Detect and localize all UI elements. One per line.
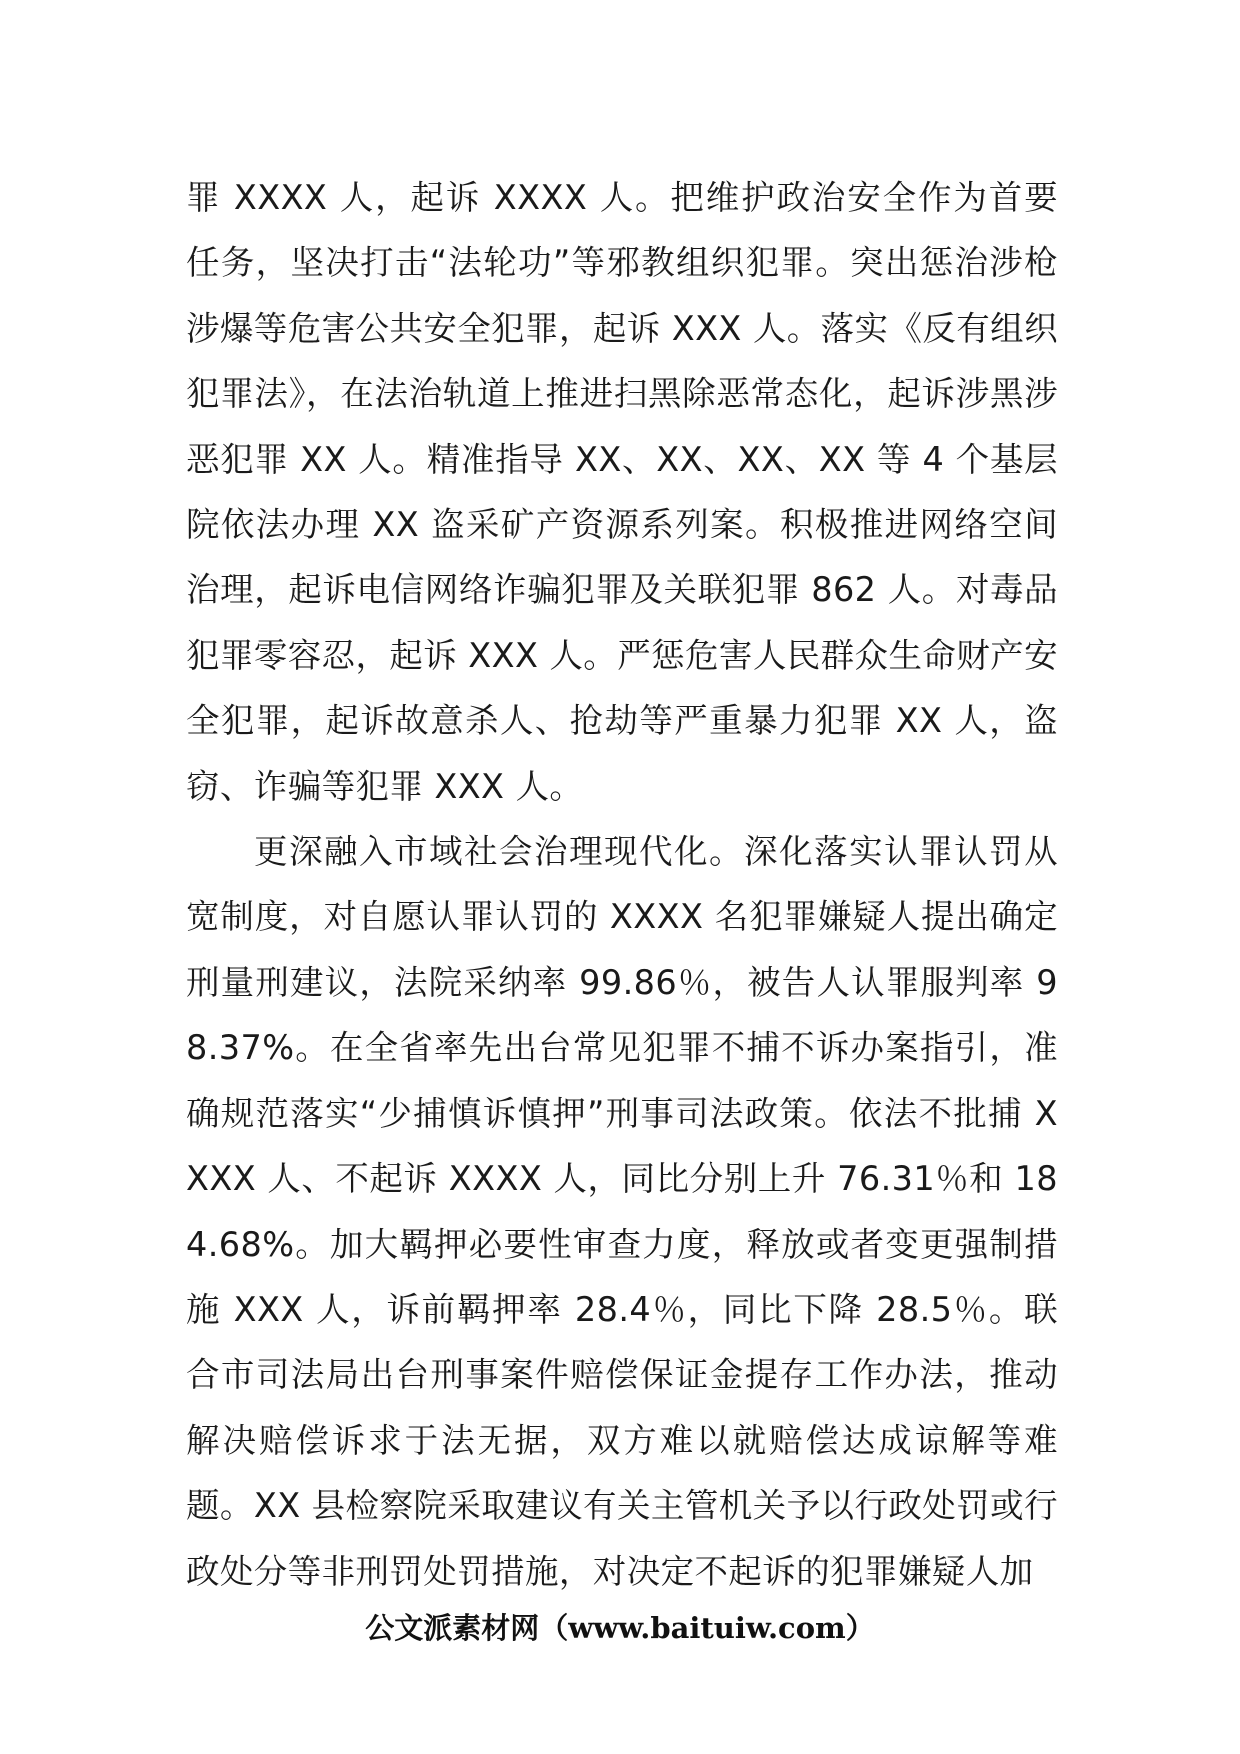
paragraph-1: 罪 XXXX 人，起诉 XXXX 人。把维护政治安全作为首要任务，坚决打击“法轮功”等邪教组织犯罪。突出惩治涉枪涉爆等危害公共安全犯罪，起诉 XXX 人。落实《反有组织犯罪法》，在法治轨道上推进扫黑除恶常态化，起诉涉黑涉恶犯罪 XX 人。精准指导 XX、XX、XX、XX 等 4 个基层院依法办理 XX 盗采矿产资源系列案。积极推进网络空间治理，起诉电信网络诈骗犯罪及关联犯罪 862 人。对毒品犯罪零容忍，起诉 XXX 人。严惩危害人民群众生命财产安全犯罪，起诉故意杀人、抢劫等严重暴力犯罪 XX 人，盗窃、诈骗等犯罪 XXX 人。 [186, 178, 1058, 806]
document-body [186, 165, 1058, 1604]
footer-watermark: 公文派素材网（www.baituiw.com） [365, 1611, 875, 1645]
paragraph-2: 更深融入市域社会治理现代化。深化落实认罪认罚从宽制度，对自愿认罪认罚的 XXXX 名犯罪嫌疑人提出确定刑量刑建议，法院采纳率 99.86％，被告人认罪服判率 98.37%。在全省率先出台常见犯罪不捕不诉办案指引，准确规范落实“少捕慎诉慎押”刑事司法政策。依法不批捕 XXXX 人、不起诉 XXXX 人，同比分别上升 76.31％和 184.68%。加大羁押必要性审查力度，释放或者变更强制措施 XXX 人，诉前羁押率 28.4％，同比下降 28.5％。联合市司法局出台刑事案件赔偿保证金提存工作办法，推动解决赔偿诉求于法无据，双方难以就赔偿达成谅解等难题。XX 县检察院采取建议有关主管机关予以行政处罚或行政处分等非刑罚处罚措施，对决定不起诉的犯罪嫌疑人加 [186, 832, 1058, 1591]
